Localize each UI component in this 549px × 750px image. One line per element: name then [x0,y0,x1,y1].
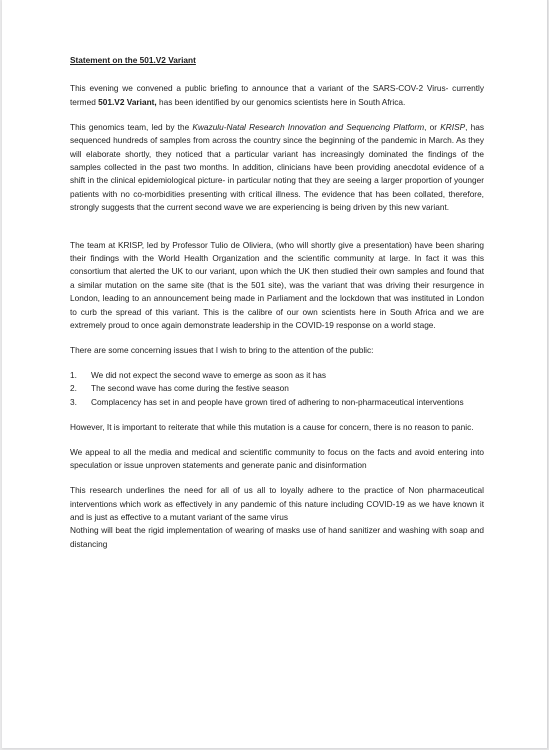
paragraph-concerns-intro: There are some concerning issues that I wish to bring to the attention of the public: [70,344,374,355]
krisp-acronym: KRISP [440,121,466,132]
paragraph-no-panic: However, It is important to reiterate that while this mutation is a cause for concern, there is no reason to panic. [70,422,474,433]
genomics-text-start: This genomics team, led by the [70,121,193,132]
list-item-number: 1. [70,369,77,380]
concerns-list [70,369,484,409]
paragraph-announcement [70,82,484,109]
paragraph-research: This research underlines the need for all of us all to loyally adhere to the practice of Non pharmaceutical interventions which work as effectively in any pandemic of this nature including COVID-19 as we have known it and is just as effective to a mutant variant of the same virus [70,485,484,523]
list-item [70,369,484,382]
list-item [70,382,484,395]
paragraph-announcement-end: has been identified by our genomics scientists here in South Africa. [156,96,406,107]
genomics-text-mid: , or [424,121,441,132]
document-page [2,0,548,748]
list-item-number: 2. [70,383,77,394]
list-item-text: We did not expect the second wave to emerge as soon as it has [91,369,327,380]
krisp-full-name: Kwazulu-Natal Research Innovation and Sequencing Platform [192,121,425,132]
paragraph-krisp-team: The team at KRISP, led by Professor Tulio de Oliviera, (who will shortly give a presentation) have been sharing their findings with the World Health Organization and the scientific community at large. In fact it was this consortium that alerted the UK to our variant, upon which the UK then studied their own samples and found that a similar mutation on the same site (that is the 501 site), was the variant that was driving their resurgence in London, leading to an announcement being made in Parliament and the lockdown that was instituted in London to curb the spread of this variant. This is the calibre of our own scientists here in South Africa and we are extremely proud to once again demonstrate leadership in the COVID-19 response on a world stage. [70,239,484,330]
paragraph-media-appeal: We appeal to all the media and medical and scientific community to focus on the facts and avoid entering into speculation or issue unproven statements and generate panic and disinformation [70,446,484,471]
genomics-text-end: , has sequenced hundreds of samples from across the country since the beginning of the pandemic in March. As they will elaborate shortly, they noticed that a particular variant has increasingly dominated the findings of the samples collected in the past two months. In addition, clinicians have been providing anecdotal evidence of a shift in the clinical epidemiological picture- in particular noting that they are seeing a larger proportion of younger patients with no co-morbidities presenting with critical illness. The evidence that has been collated, therefore, strongly suggests that the current second wave we are experiencing is being driven by this new variant. [70,121,485,213]
list-item [70,396,484,409]
list-item-number: 3. [70,396,77,407]
document-title: Statement on the 501.V2 Variant [70,55,196,65]
variant-name: 501.V2 Variant, [98,96,157,107]
list-item-text: The second wave has come during the festive season [91,383,289,394]
paragraph-announcement-text: This evening we convened a public briefing to announce that a variant of the SARS-COV-2 Virus- currently termed [70,83,484,107]
paragraph-genomics-team [70,121,484,215]
paragraph-masks: Nothing will beat the rigid implementation of wearing of masks use of hand sanitizer and washing with soap and distancing [70,525,484,549]
statement-body [70,54,484,551]
list-item-text: Complacency has set in and people have grown tired of adhering to non-pharmaceutical interventions [91,396,464,407]
